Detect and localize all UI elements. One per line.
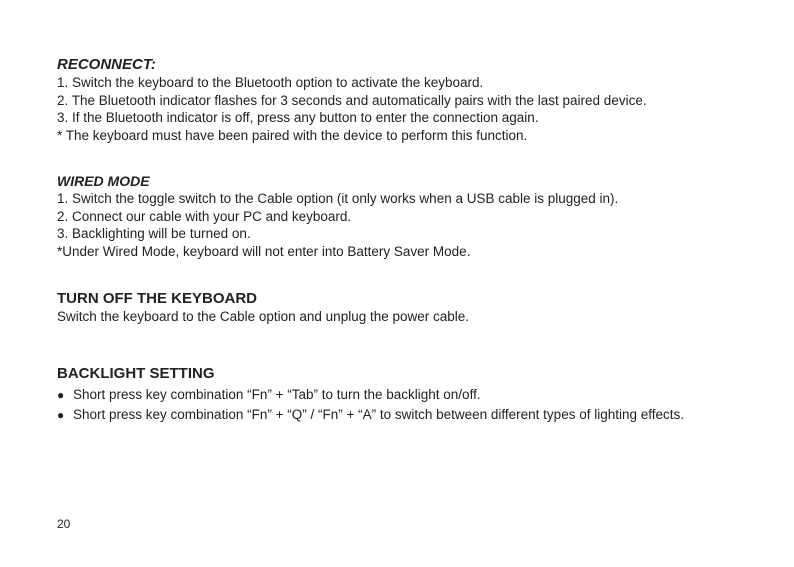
reconnect-line: 3. If the Bluetooth indicator is off, press any button to enter the connection again.: [57, 110, 539, 125]
turn-off-text: Switch the keyboard to the Cable option and unplug the power cable.: [57, 309, 470, 324]
backlight-section: [57, 365, 767, 425]
turn-off-heading: TURN OFF THE KEYBOARD: [57, 290, 257, 307]
wired-mode-line: 3. Backlighting will be turned on.: [57, 226, 251, 241]
backlight-item: [57, 385, 767, 405]
turn-off-section: [57, 290, 767, 326]
backlight-heading: BACKLIGHT SETTING: [57, 365, 215, 382]
backlight-item-text: Short press key combination “Fn” + “Tab” to turn the backlight on/off.: [73, 387, 481, 402]
reconnect-heading: RECONNECT:: [57, 56, 156, 73]
wired-mode-section: [57, 172, 767, 260]
reconnect-line: 2. The Bluetooth indicator flashes for 3 seconds and automatically pairs with the last paired device.: [57, 92, 647, 108]
wired-mode-note: *Under Wired Mode, keyboard will not enter into Battery Saver Mode.: [57, 243, 471, 259]
bullet-icon: ●: [57, 388, 65, 402]
wired-mode-line: 1. Switch the toggle switch to the Cable option (it only works when a USB cable is plugged in).: [57, 191, 619, 206]
reconnect-line: 1. Switch the keyboard to the Bluetooth option to activate the keyboard.: [57, 75, 484, 90]
wired-mode-heading: WIRED MODE: [57, 173, 150, 189]
bullet-icon: ●: [57, 408, 65, 422]
backlight-item: [57, 405, 767, 425]
reconnect-section: [57, 56, 767, 144]
page-number: 20: [57, 517, 71, 531]
reconnect-note: * The keyboard must have been paired with the device to perform this function.: [57, 127, 528, 143]
wired-mode-line: 2. Connect our cable with your PC and keyboard.: [57, 208, 352, 224]
backlight-item-text: Short press key combination “Fn” + “Q” / “Fn” + “A” to switch between different types of lighting effects.: [73, 407, 685, 422]
